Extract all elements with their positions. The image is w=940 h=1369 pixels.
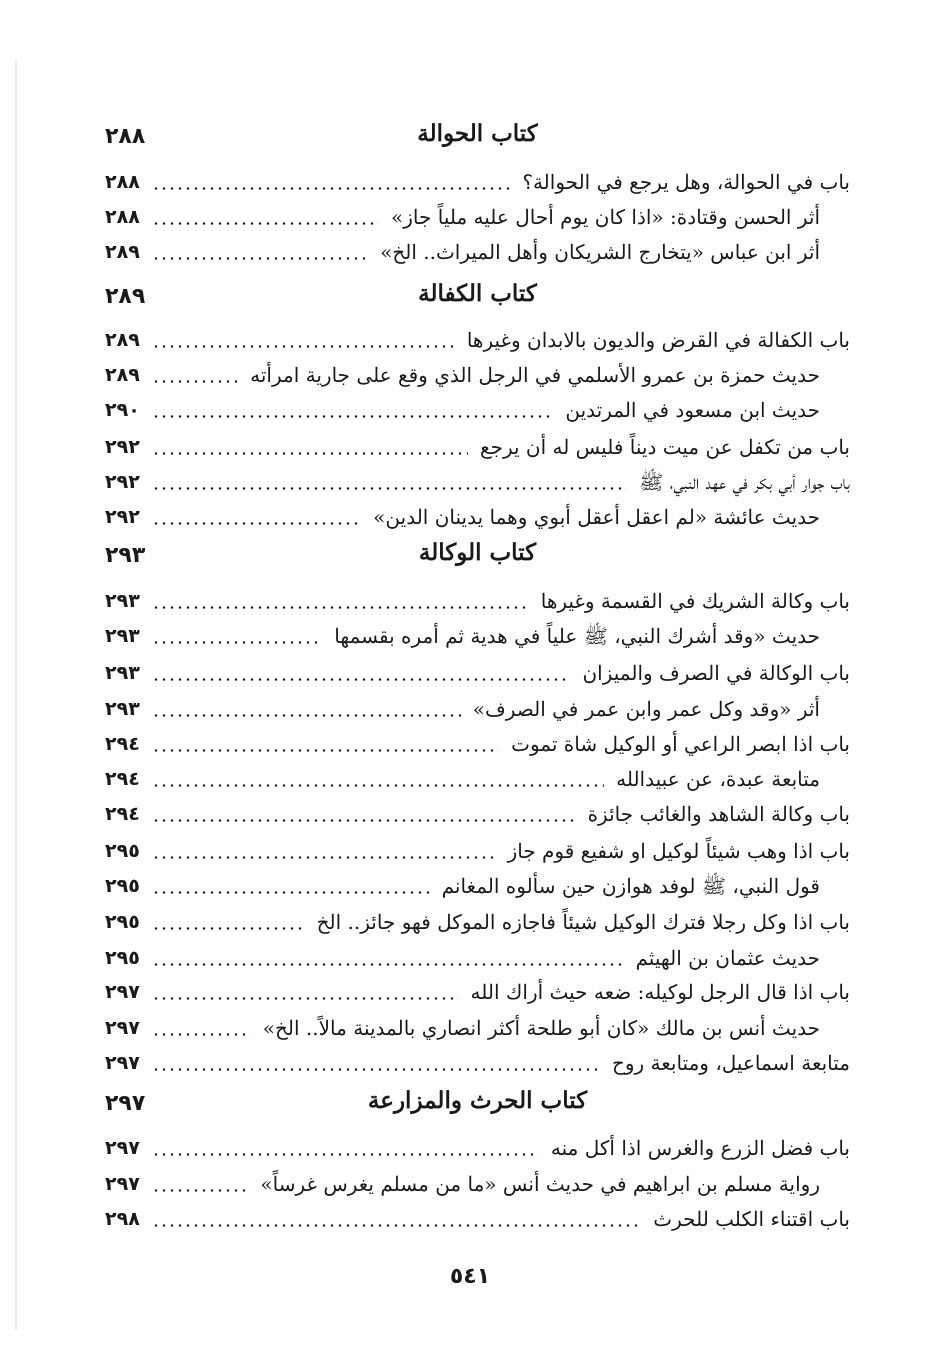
- dot-leader: [152, 452, 468, 455]
- dot-leader: [152, 927, 305, 930]
- toc-entry: [105, 1202, 850, 1236]
- dot-leader: [152, 749, 499, 752]
- entry-page-number: ٢٩٧: [105, 1017, 140, 1039]
- entry-page-number: ٢٩٧: [105, 981, 140, 1003]
- entry-page-number: ٢٩٥: [105, 911, 140, 933]
- dot-leader: [152, 345, 455, 348]
- entry-title: حديث «وقد أشرك النبي، ﷺ علياً في هدية ثم أمره بقسمها: [334, 624, 820, 648]
- entry-page-number: ٢٩٧: [105, 1137, 140, 1159]
- entry-page-number: ٢٩٤: [105, 768, 140, 790]
- page-number: ٥٤١: [449, 1264, 491, 1289]
- dot-leader: [152, 714, 461, 717]
- toc-subentry: [105, 393, 850, 427]
- toc-subentry: [105, 500, 850, 534]
- entry-title: متابعة عبدة، عن عبيدالله: [616, 767, 820, 791]
- entry-title: باب اذا وهب شيئاً لوكيل او شفيع قوم جاز: [507, 839, 850, 863]
- entry-title: باب اذا قال الرجل لوكيله: ضعه حيث أراك الله: [470, 980, 850, 1004]
- dot-leader: [152, 606, 529, 609]
- dot-leader: [152, 641, 322, 644]
- dot-leader: [152, 487, 627, 490]
- entry-title: أثر الحسن وقتادة: «اذا كان يوم أحال عليه ملياً جاز»: [391, 205, 820, 229]
- entry-page-number: ٢٩٤: [105, 733, 140, 755]
- toc-subentry: [105, 619, 850, 653]
- dot-leader: [152, 380, 238, 383]
- dot-leader: [152, 1033, 251, 1036]
- toc-entry: [105, 584, 850, 618]
- entry-title: باب اقتناء الكلب للحرث: [653, 1207, 850, 1231]
- entry-title: رواية مسلم بن ابراهيم في حديث أنس «ما من مسلم يغرس غرساً»: [260, 1172, 820, 1196]
- entry-page-number: ٢٨٨: [105, 171, 140, 193]
- dot-leader: [152, 997, 459, 1000]
- entry-page-number: ٢٩٧: [105, 1052, 140, 1074]
- toc-subentry: [105, 358, 850, 392]
- section-title: كتاب الحوالة: [417, 120, 538, 147]
- entry-title: باب الوكالة في الصرف والميزان: [582, 661, 850, 685]
- entry-page-number: ٢٩٥: [105, 840, 140, 862]
- entry-page-number: ٢٩٢: [105, 506, 140, 528]
- entry-page-number: ٢٨٩: [105, 329, 140, 351]
- entry-page-number: ٢٨٨: [105, 206, 140, 228]
- dot-leader: [152, 1189, 249, 1192]
- entry-title: حديث ابن مسعود في المرتدين: [565, 398, 820, 422]
- entry-page-number: ٢٩٣: [105, 662, 140, 684]
- entry-title: حديث حمزة بن عمرو الأسلمي في الرجل الذي وقع على جارية امرأته: [250, 363, 820, 387]
- entry-title: باب وكالة الشريك في القسمة وغيرها: [540, 589, 850, 613]
- toc-entry: [105, 465, 850, 499]
- entry-title: باب من تكفل عن ميت ديناً فليس له أن يرجع: [479, 435, 850, 459]
- section-page-number: ٢٩٧: [105, 1091, 146, 1116]
- entry-title: حديث عثمان بن الهيثم: [635, 946, 820, 970]
- entry-title: باب اذا وكل رجلا فترك الوكيل شيئاً فاجازه الموكل فهو جائز.. الخ: [316, 910, 850, 934]
- toc-subentry: [105, 941, 850, 975]
- entry-title: متابعة اسماعيل، ومتابعة روح: [611, 1051, 850, 1075]
- toc-subentry: [105, 692, 850, 726]
- toc-entry: [105, 905, 850, 939]
- dot-leader: [152, 1068, 600, 1071]
- entry-page-number: ٢٨٩: [105, 364, 140, 386]
- toc-subentry: [105, 869, 850, 903]
- dot-leader: [152, 415, 554, 418]
- toc-entry: [105, 656, 850, 690]
- toc-subentry: [105, 1167, 850, 1201]
- entry-title: حديث أنس بن مالك «كان أبو طلحة أكثر انصاري بالمدينة مالاً.. الخ»: [262, 1016, 820, 1040]
- dot-leader: [152, 963, 624, 966]
- toc-entry: [105, 1131, 850, 1165]
- entry-page-number: ٢٩٠: [105, 399, 140, 421]
- dot-leader: [152, 1153, 539, 1156]
- entry-title: باب في الحوالة، وهل يرجع في الحوالة؟: [522, 170, 850, 194]
- entry-page-number: ٢٩٣: [105, 625, 140, 647]
- dot-leader: [152, 819, 576, 822]
- dot-leader: [152, 522, 361, 525]
- section-heading: [105, 1085, 850, 1125]
- dot-leader: [152, 187, 511, 190]
- dot-leader: [152, 784, 604, 787]
- entry-title: أثر ابن عباس «يتخارج الشريكان وأهل الميراث.. الخ»: [380, 240, 820, 264]
- toc-subentry: [105, 200, 850, 234]
- dot-leader: [152, 222, 379, 225]
- entry-page-number: ٢٩٥: [105, 875, 140, 897]
- section-page-number: ٢٨٩: [105, 284, 146, 309]
- entry-page-number: ٢٩٤: [105, 803, 140, 825]
- section-heading: [105, 118, 850, 158]
- toc-entry: [105, 430, 850, 464]
- section-title: كتاب الحرث والمزارعة: [367, 1087, 588, 1114]
- entry-title: باب وكالة الشاهد والغائب جائزة: [587, 802, 850, 826]
- toc-subentry: [105, 1011, 850, 1045]
- toc-entry: [105, 975, 850, 1009]
- dot-leader: [152, 891, 430, 894]
- section-heading: [105, 537, 850, 577]
- entry-title: باب فضل الزرع والغرس اذا أكل منه: [550, 1136, 850, 1160]
- section-page-number: ٢٩٣: [105, 543, 146, 568]
- dot-leader: [152, 678, 571, 681]
- entry-page-number: ٢٩٢: [105, 471, 140, 493]
- entry-title: حديث عائشة «لم اعقل أعقل أبوي وهما يدينان الدين»: [373, 505, 820, 529]
- entry-title: باب اذا ابصر الراعي أو الوكيل شاة تموت: [511, 732, 850, 756]
- entry-page-number: ٢٩٣: [105, 698, 140, 720]
- entry-title: قول النبي، ﷺ لوفد هوازن حين سألوه المغانم: [441, 874, 820, 898]
- toc-subentry: [105, 762, 850, 796]
- toc-entry: [105, 323, 850, 357]
- entry-title: أثر «وقد وكل عمر وابن عمر في الصرف»: [472, 697, 820, 721]
- dot-leader: [152, 856, 496, 859]
- section-title: كتاب الوكالة: [418, 539, 537, 566]
- section-heading: [105, 278, 850, 318]
- dot-leader: [152, 257, 368, 260]
- entry-title: باب جوار أبي بكر في عهد النبي، ﷺ: [639, 470, 850, 494]
- section-title: كتاب الكفالة: [418, 280, 537, 307]
- entry-title: باب الكفالة في القرض والديون بالابدان وغيرها: [466, 328, 850, 352]
- toc-entry: [105, 727, 850, 761]
- entry-page-number: ٢٩٥: [105, 947, 140, 969]
- entry-page-number: ٢٩٨: [105, 1208, 140, 1230]
- toc-subentry: [105, 235, 850, 269]
- entry-page-number: ٢٨٩: [105, 241, 140, 263]
- toc-entry: [105, 165, 850, 199]
- dot-leader: [152, 1224, 642, 1227]
- toc-entry: [105, 1046, 850, 1080]
- toc-entry: [105, 797, 850, 831]
- entry-page-number: ٢٩٣: [105, 590, 140, 612]
- section-page-number: ٢٨٨: [105, 124, 146, 149]
- entry-page-number: ٢٩٧: [105, 1173, 140, 1195]
- toc-entry: [105, 834, 850, 868]
- entry-page-number: ٢٩٢: [105, 436, 140, 458]
